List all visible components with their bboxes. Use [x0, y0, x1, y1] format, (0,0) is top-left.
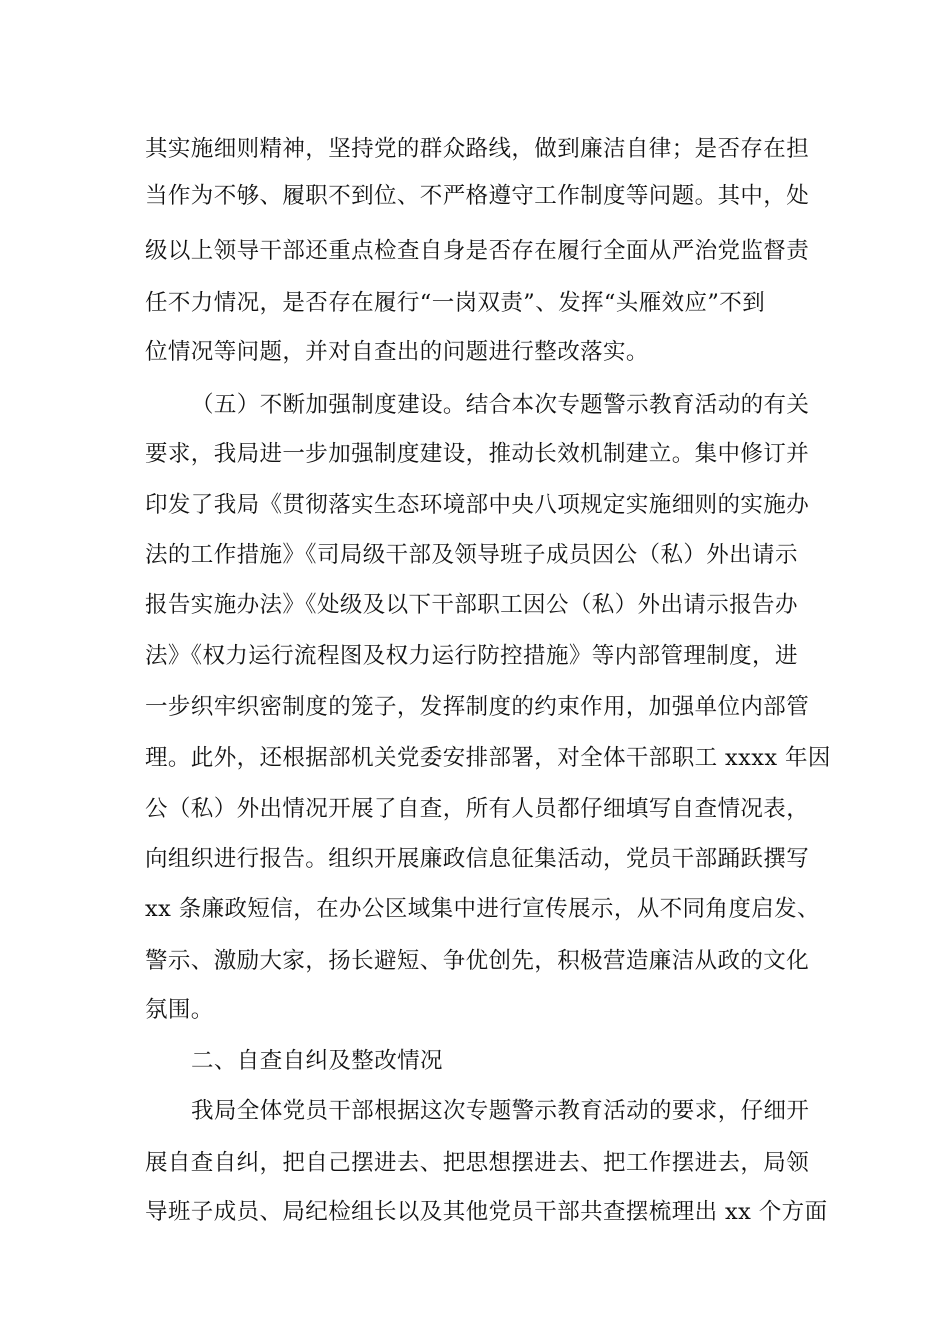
body-line-16: xx 条廉政短信，在办公区域集中进行宣传展示，从不同角度启发、 [145, 896, 820, 922]
body-line-1: 其实施细则精神，坚持党的群众路线，做到廉洁自律；是否存在担 [145, 136, 810, 162]
body-line-20: 我局全体党员干部根据这次专题警示教育活动的要求，仔细开 [191, 1098, 810, 1124]
body-line-17: 警示、激励大家，扬长避短、争优创先，积极营造廉洁从政的文化 [145, 948, 810, 974]
body-line-14: 公（私）外出情况开展了自查，所有人员都仔细填写自查情况表， [145, 796, 810, 822]
body-line-12: 一步织牢织密制度的笼子，发挥制度的约束作用，加强单位内部管 [145, 694, 810, 720]
body-line-22: 导班子成员、局纪检组长以及其他党员干部共查摆梳理出 xx 个方面 [145, 1199, 828, 1225]
body-line-18: 氛围。 [145, 997, 214, 1023]
body-line-11: 法》《权力运行流程图及权力运行防控措施》等内部管理制度，进 [145, 643, 798, 669]
body-line-5: 位情况等问题，并对自查出的问题进行整改落实。 [145, 339, 649, 365]
body-line-13: 理。此外，还根据部机关党委安排部署，对全体干部职工 xxxx 年因 [145, 745, 831, 771]
paragraph-five-heading-line: （五）不断加强制度建设。结合本次专题警示教育活动的有关 [191, 392, 810, 418]
body-line-15: 向组织进行报告。组织开展廉政信息征集活动，党员干部踊跃撰写 [145, 846, 810, 872]
body-line-3: 级以上领导干部还重点检查自身是否存在履行全面从严治党监督责 [145, 238, 810, 264]
body-line-4: 任不力情况，是否存在履行“一岗双责”、发挥“头雁效应”不到 [145, 290, 766, 316]
body-line-21: 展自查自纠，把自己摆进去、把思想摆进去、把工作摆进去，局领 [145, 1150, 810, 1176]
section-two-heading: 二、自查自纠及整改情况 [191, 1048, 443, 1074]
body-line-8: 印发了我局《贯彻落实生态环境部中央八项规定实施细则的实施办 [145, 492, 810, 518]
body-line-7: 要求，我局进一步加强制度建设，推动长效机制建立。集中修订并 [145, 441, 810, 467]
body-line-2: 当作为不够、履职不到位、不严格遵守工作制度等问题。其中，处 [145, 183, 810, 209]
body-line-9: 法的工作措施》《司局级干部及领导班子成员因公（私）外出请示 [145, 542, 798, 568]
body-line-10: 报告实施办法》《处级及以下干部职工因公（私）外出请示报告办 [145, 592, 798, 618]
